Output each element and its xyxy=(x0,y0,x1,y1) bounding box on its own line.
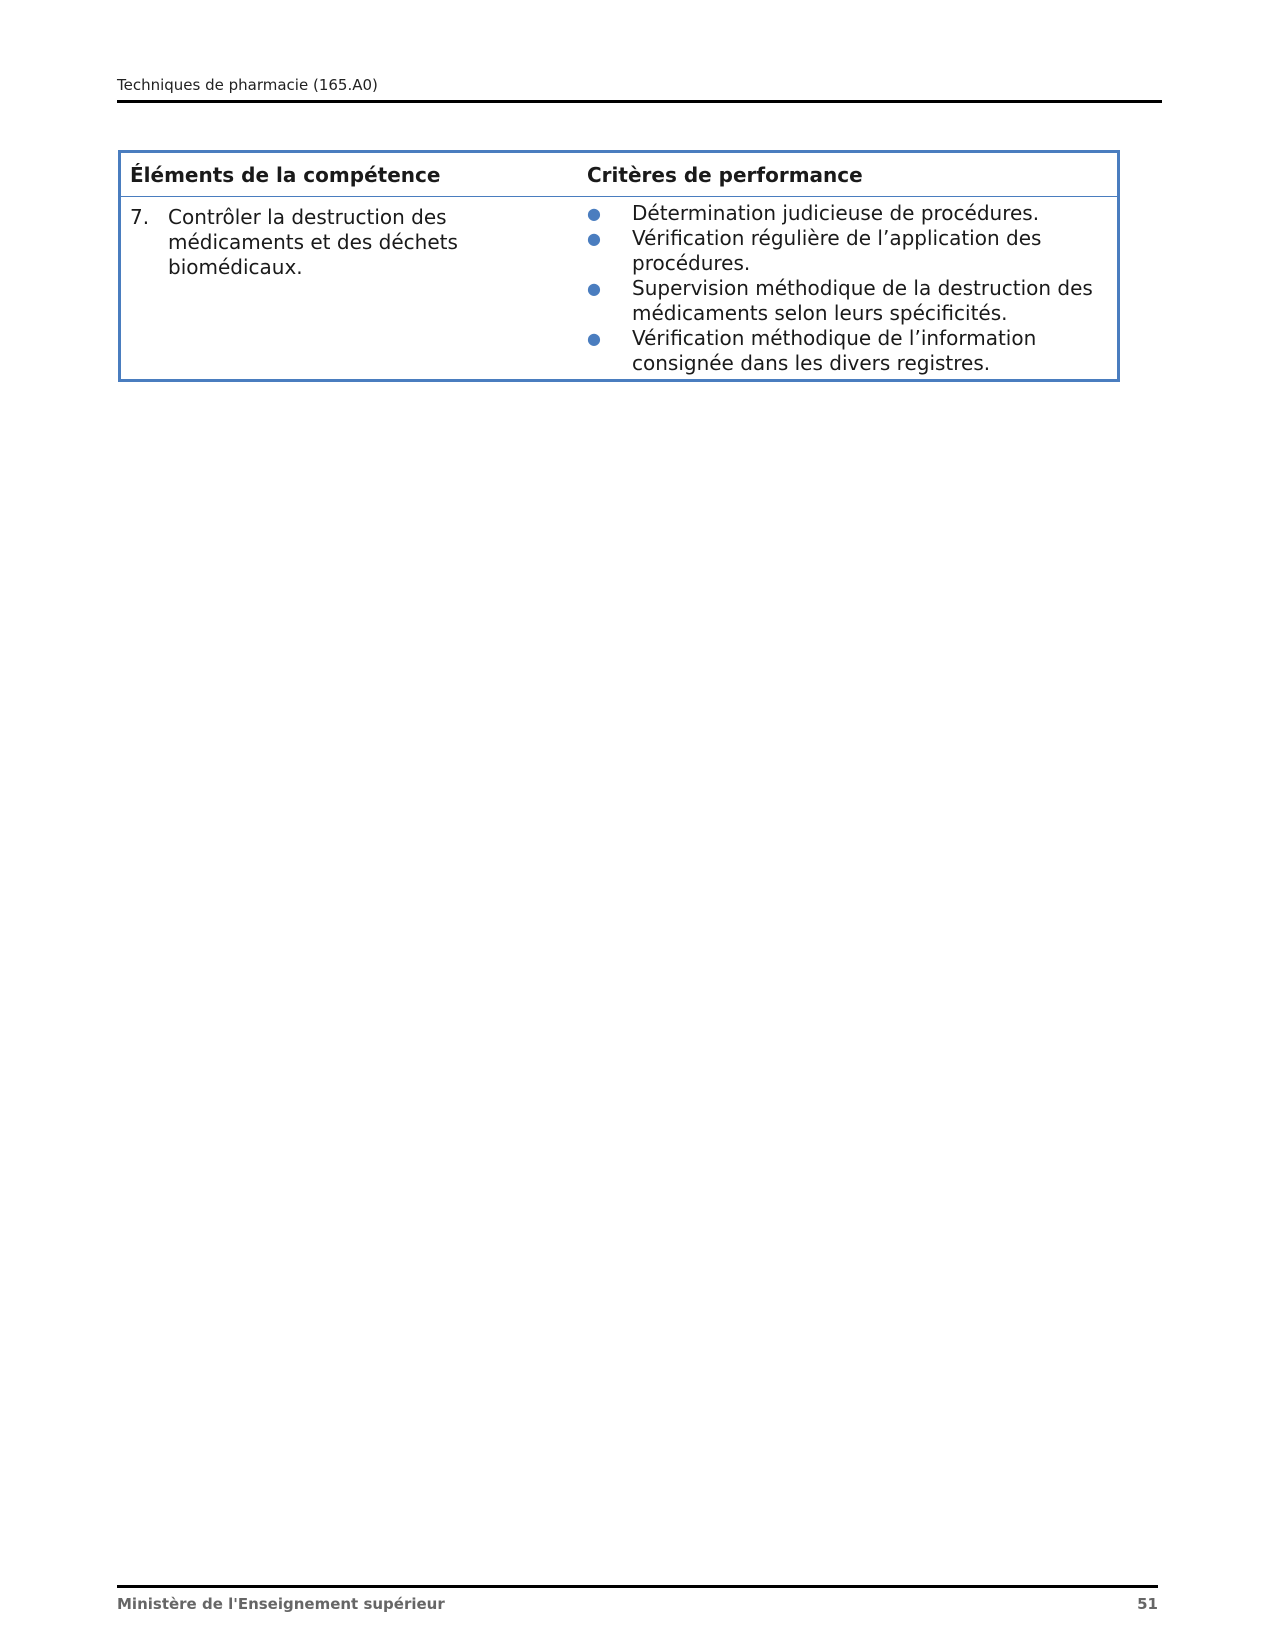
criterion-text: Détermination judicieuse de procédures. xyxy=(632,201,1040,225)
element-cell xyxy=(121,197,587,376)
list-item xyxy=(587,226,1117,276)
competence-table xyxy=(118,150,1120,382)
criterion-text: Vérification régulière de l’application des procédures. xyxy=(632,226,1042,275)
bullet-icon: ● xyxy=(587,204,601,223)
element-text: Contrôler la destruction des médicaments et des déchets biomédicaux. xyxy=(168,205,458,279)
page-header xyxy=(117,74,1162,103)
list-item xyxy=(587,201,1117,226)
page-footer xyxy=(117,1585,1158,1618)
footer-ministry: Ministère de l'Enseignement supérieur xyxy=(117,1595,445,1613)
bullet-icon: ● xyxy=(587,229,601,248)
element-number: 7. xyxy=(130,205,150,229)
criteria-list xyxy=(587,197,1117,376)
list-item xyxy=(587,326,1117,376)
column-header-elements: Éléments de la compétence xyxy=(130,163,441,187)
criterion-text: Supervision méthodique de la destruction des médicaments selon leurs spécificités. xyxy=(632,276,1093,325)
criteria-cell xyxy=(587,197,1117,376)
bullet-icon: ● xyxy=(587,329,601,348)
list-item xyxy=(587,276,1117,326)
table-row xyxy=(121,197,1117,379)
table-header-row xyxy=(121,153,1117,197)
page-number: 51 xyxy=(1137,1595,1158,1613)
document-title: Techniques de pharmacie (165.A0) xyxy=(117,76,378,94)
bullet-icon: ● xyxy=(587,279,601,298)
criterion-text: Vérification méthodique de l’information consignée dans les divers registres. xyxy=(632,326,1037,375)
column-header-criteria: Critères de performance xyxy=(587,163,863,187)
